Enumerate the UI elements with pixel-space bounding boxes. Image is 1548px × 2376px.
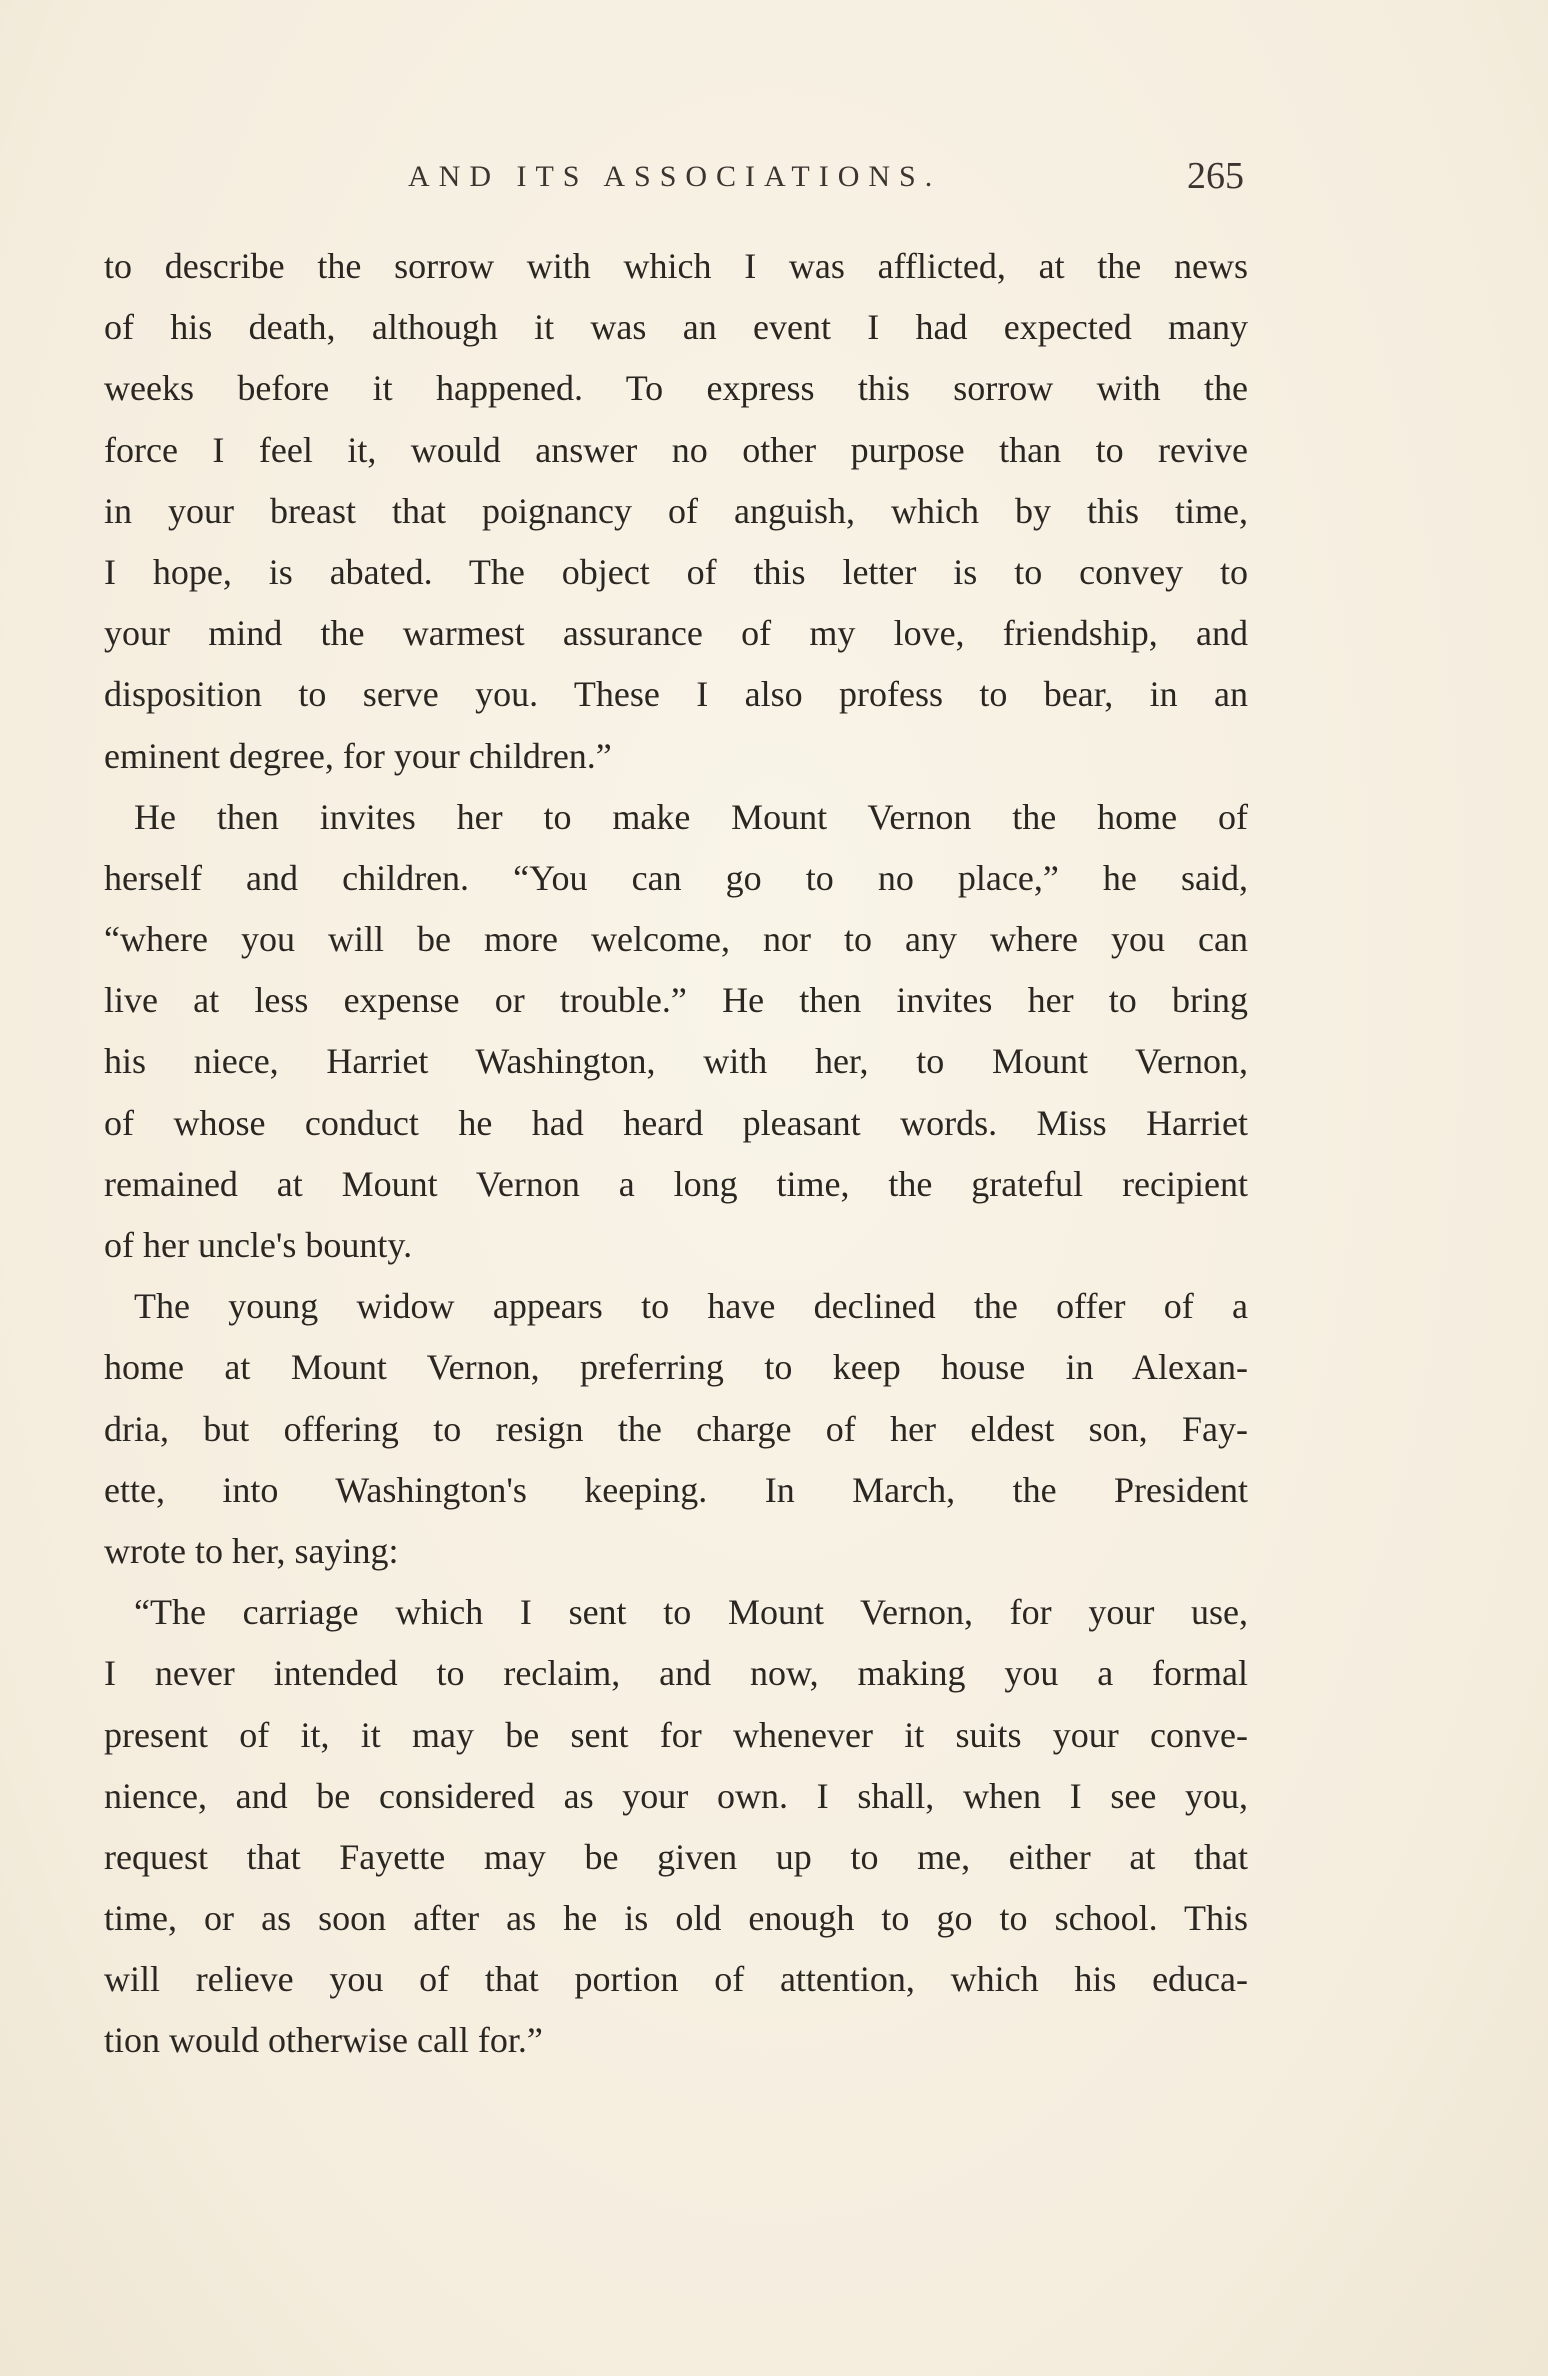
text-line: force I feel it, would answer no other purpose than to revive	[104, 429, 1248, 470]
text-line: tion would otherwise call for.”	[104, 2020, 543, 2061]
text-line: time, or as soon after as he is old enough to go to school. This	[104, 1898, 1248, 1939]
text-line: I hope, is abated. The object of this letter is to convey to	[104, 551, 1248, 592]
text-line: He then invites her to make Mount Vernon the home of	[134, 796, 1248, 837]
text-line: home at Mount Vernon, preferring to keep house in Alexan-	[104, 1347, 1248, 1388]
text-line: eminent degree, for your children.”	[104, 735, 612, 776]
text-line: remained at Mount Vernon a long time, the grateful recipient	[104, 1163, 1248, 1204]
text-line: live at less expense or trouble.” He then invites her to bring	[104, 980, 1248, 1021]
text-line: ette, into Washington's keeping. In March, the President	[104, 1469, 1248, 1510]
text-line: “where you will be more welcome, nor to any where you can	[104, 919, 1248, 960]
text-line: of his death, although it was an event I had expected many	[104, 307, 1248, 348]
text-line: your mind the warmest assurance of my love, friendship, and	[104, 613, 1248, 654]
page-number: 265	[1187, 155, 1244, 197]
text-line: wrote to her, saying:	[104, 1530, 399, 1571]
running-head	[104, 155, 1244, 212]
text-line: The young widow appears to have declined the offer of a	[134, 1286, 1248, 1327]
text-line: disposition to serve you. These I also profess to bear, in an	[104, 674, 1248, 715]
text-line: to describe the sorrow with which I was afflicted, at the news	[104, 246, 1248, 286]
text-line: his niece, Harriet Washington, with her, to Mount Vernon,	[104, 1041, 1248, 1082]
text-line: of whose conduct he had heard pleasant words. Miss Harriet	[104, 1102, 1248, 1143]
text-line: of her uncle's bounty.	[104, 1225, 413, 1265]
text-line: “The carriage which I sent to Mount Vernon, for your use,	[134, 1592, 1248, 1633]
running-title: AND ITS ASSOCIATIONS.	[408, 160, 942, 193]
text-line: weeks before it happened. To express this sorrow with the	[104, 368, 1248, 409]
text-line: dria, but offering to resign the charge of her eldest son, Fay-	[104, 1408, 1248, 1449]
text-line: in your breast that poignancy of anguish, which by this time,	[104, 490, 1248, 531]
text-line: request that Fayette may be given up to me, either at that	[104, 1836, 1248, 1877]
body-text	[104, 236, 1248, 2072]
text-line: herself and children. “You can go to no place,” he said,	[104, 857, 1248, 898]
text-line: nience, and be considered as your own. I shall, when I see you,	[104, 1775, 1248, 1816]
text-line: will relieve you of that portion of attention, which his educa-	[104, 1959, 1248, 2000]
text-line: I never intended to reclaim, and now, making you a formal	[104, 1653, 1248, 1694]
text-line: present of it, it may be sent for whenever it suits your conve-	[104, 1714, 1248, 1755]
